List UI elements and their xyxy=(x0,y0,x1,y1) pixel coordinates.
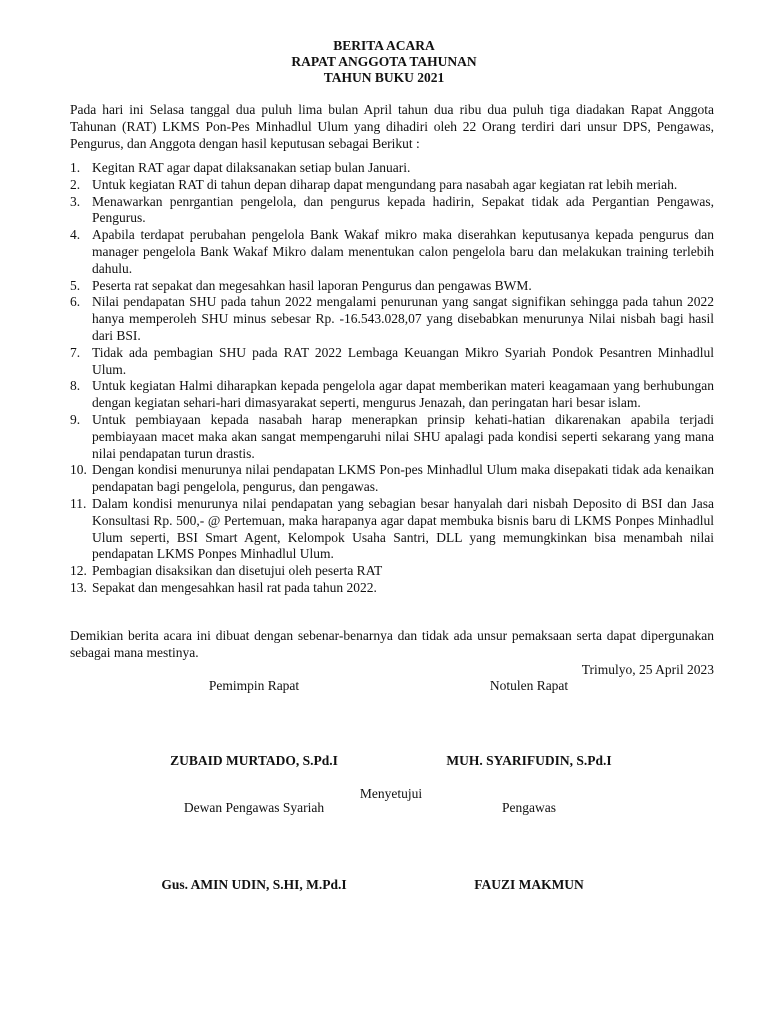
item-number: 2. xyxy=(70,176,81,192)
item-text: Pembagian disaksikan dan disetujui oleh peserta RAT xyxy=(92,563,383,579)
item-text: Dengan kondisi menurunya nilai pendapatan LKMS Pon-pes Minhadlul Ulum maka disepakati tidak ada kenaikan pendapatan bagi pengelola, pengurus, dan pengawas. xyxy=(92,462,714,495)
decision-list xyxy=(70,160,714,597)
item-number: 6. xyxy=(70,294,81,310)
notulen-name: MUH. SYARIFUDIN, S.Pd.I xyxy=(446,753,612,768)
list-item xyxy=(70,177,714,194)
list-item xyxy=(70,462,714,496)
list-item xyxy=(70,278,714,295)
item-text: Peserta rat sepakat dan megesahkan hasil laporan Pengurus dan pengawas BWM. xyxy=(92,277,532,293)
item-text: Untuk pembiayaan kepada nasabah harap menerapkan prinsip kehati-hatian dikarenakan apabila terjadi pembiayaan macet maka akan sangat mempengaruhi nilai SHU apalagi pada kondisi seperti sekarang yang mana nilai pendapatan turun drastis. xyxy=(92,411,714,461)
list-item xyxy=(70,496,714,563)
item-number: 7. xyxy=(70,344,81,360)
list-item xyxy=(70,563,714,580)
item-number: 12. xyxy=(70,563,87,579)
place-date: Trimulyo, 25 April 2023 xyxy=(581,662,714,677)
approval-label: Menyetujui xyxy=(359,786,423,801)
item-number: 10. xyxy=(70,462,87,478)
item-text: Tidak ada pembagian SHU pada RAT 2022 Lembaga Keuangan Mikro Syariah Pondok Pesantren Minhadlul Ulum. xyxy=(92,344,714,377)
list-item xyxy=(70,412,714,462)
list-item xyxy=(70,294,714,344)
notulen-role: Notulen Rapat xyxy=(489,678,569,693)
leader-role: Pemimpin Rapat xyxy=(208,678,300,693)
item-text: Untuk kegiatan RAT di tahun depan diharap dapat mengundang para nasabah agar kegiatan rat lebih meriah. xyxy=(92,176,678,192)
dps-role: Dewan Pengawas Syariah xyxy=(183,800,325,815)
leader-name: ZUBAID MURTADO, S.Pd.I xyxy=(170,753,338,768)
pengawas-role: Pengawas xyxy=(502,800,556,815)
item-text: Dalam kondisi menurunya nilai pendapatan yang sebagian besar hanyalah dari nisbah Deposito di BSI dan Jasa Konsultasi Rp. 500,- @ Pertemuan, maka harapanya agar dapat membuka bisnis baru di LKMS Ponpes Minhadlul Ulum seperti, BSI Smart Agent, Kelompok Usaha Santri, DLL yang memungkinkan bisa menambah nilai pendapatan LKMS Ponpes Minhadlul Ulum. xyxy=(92,495,714,562)
title-line-3: TAHUN BUKU 2021 xyxy=(323,70,445,85)
item-number: 13. xyxy=(70,579,87,595)
item-text: Sepakat dan mengesahkan hasil rat pada tahun 2022. xyxy=(92,579,377,595)
list-item xyxy=(70,345,714,379)
item-text: Untuk kegiatan Halmi diharapkan kepada pengelola agar dapat memberikan materi keagamaan yang berhubungan dengan kegiatan sehari-hari dimasyarakat seperti, mengurus Jenazah, dan peringatan hari besar islam. xyxy=(92,378,714,411)
item-number: 5. xyxy=(70,277,81,293)
item-text: Apabila terdapat perubahan pengelola Bank Wakaf mikro maka diserahkan keputusanya kepada pengurus dan manager pengelola Bank Wakaf Mikro dalam menentukan calon pengelola baru dan melakukan training terlebih dahulu. xyxy=(92,227,714,276)
item-text: Nilai pendapatan SHU pada tahun 2022 mengalami penurunan yang sangat signifikan sehingga pada tahun 2022 hanya memperoleh SHU minus sebesar Rp. -16.543.028,07 yang disebabkan menurunya Nilai nisbah bagi hasil dari BSI. xyxy=(92,294,714,343)
list-item xyxy=(70,227,714,277)
item-number: 11. xyxy=(70,495,87,511)
item-number: 3. xyxy=(70,193,81,209)
item-number: 8. xyxy=(70,378,81,394)
dps-name: Gus. AMIN UDIN, S.HI, M.Pd.I xyxy=(161,877,347,892)
item-text: Menawarkan penrgantian pengelola, dan pengurus kepada hadirin, Sepakat tidak ada Pergantian Pengawas, Pengurus. xyxy=(92,193,714,226)
intro-paragraph: Pada hari ini Selasa tanggal dua puluh lima bulan April tahun dua ribu dua puluh tiga diadakan Rapat Anggota Tahunan (RAT) LKMS Pon-Pes Minhadlul Ulum yang dihadiri oleh 22 Orang terdiri dari unsur DPS, Pengawas, Pengurus, dan Anggota dengan hasil keputusan sebagai Berikut : xyxy=(70,102,714,151)
item-number: 1. xyxy=(70,160,81,175)
list-item xyxy=(70,580,714,597)
list-item xyxy=(70,160,714,177)
closing-paragraph: Demikian berita acara ini dibuat dengan sebenar-benarnya dan tidak ada unsur pemaksaan serta dapat dipergunakan sebagai mana mestinya. xyxy=(70,628,714,660)
list-item xyxy=(70,194,714,228)
item-number: 4. xyxy=(70,227,81,243)
title-line-2: RAPAT ANGGOTA TAHUNAN xyxy=(291,54,477,69)
pengawas-name: FAUZI MAKMUN xyxy=(474,877,584,892)
item-text: Kegitan RAT agar dapat dilaksanakan setiap bulan Januari. xyxy=(92,160,411,175)
title-line-1: BERITA ACARA xyxy=(333,38,435,53)
item-number: 9. xyxy=(70,411,81,427)
list-item xyxy=(70,378,714,412)
